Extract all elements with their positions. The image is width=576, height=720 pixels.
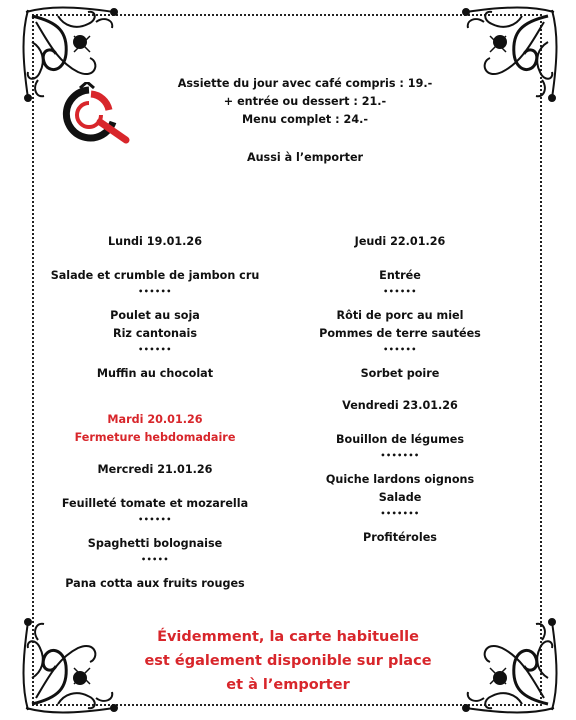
- footer-note: [120, 625, 456, 697]
- corner-ornament-bottom-left: [18, 608, 128, 718]
- separator: •••••: [140, 555, 170, 564]
- day-title-friday: Vendredi 23.01.26: [342, 399, 458, 412]
- takeaway-note: Aussi à l’emporter: [246, 151, 364, 164]
- separator: ••••••: [138, 515, 172, 524]
- price-line-menu: Menu complet : 24.-: [241, 113, 369, 126]
- footer-line-2: est également disponible sur place: [144, 653, 432, 669]
- day-title-thursday: Jeudi 22.01.26: [354, 235, 446, 248]
- corner-ornament-top-right: [452, 2, 562, 112]
- dish-thursday-dessert: Sorbet poire: [360, 367, 440, 380]
- day-title-tuesday: Mardi 20.01.26: [107, 413, 203, 426]
- separator: ••••••: [138, 345, 172, 354]
- menu-column-right: [300, 233, 500, 547]
- price-line-extra: + entrée ou dessert : 21.-: [223, 95, 387, 108]
- corner-ornament-bottom-right: [452, 608, 562, 718]
- separator: ••••••: [138, 287, 172, 296]
- dish-friday-main-2: Salade: [378, 491, 422, 504]
- dish-monday-starter: Salade et crumble de jambon cru: [50, 269, 260, 282]
- day-title-monday: Lundi 19.01.26: [107, 235, 202, 248]
- dish-wednesday-starter: Feuilleté tomate et mozarella: [61, 497, 249, 510]
- footer-line-1: Évidemment, la carte habituelle: [157, 629, 419, 645]
- footer-line-3: et à l’emporter: [226, 677, 350, 693]
- separator: •••••••: [380, 509, 420, 518]
- separator: •••••••: [380, 451, 420, 460]
- dish-monday-main-1: Poulet au soja: [110, 309, 200, 322]
- closure-note: Fermeture hebdomadaire: [74, 431, 236, 444]
- day-title-wednesday: Mercredi 21.01.26: [97, 463, 213, 476]
- separator: ••••••: [383, 345, 417, 354]
- price-header: [160, 75, 450, 167]
- dish-thursday-main-1: Rôti de porc au miel: [336, 309, 464, 322]
- menu-column-left: [38, 233, 272, 593]
- separator: ••••••: [383, 287, 417, 296]
- dish-wednesday-main: Spaghetti bolognaise: [87, 537, 223, 550]
- dish-friday-starter: Bouillon de légumes: [335, 433, 465, 446]
- price-line-plate: Assiette du jour avec café compris : 19.-: [177, 77, 433, 90]
- dish-monday-main-2: Riz cantonais: [112, 327, 198, 340]
- dish-friday-dessert: Profitéroles: [363, 531, 437, 544]
- restaurant-logo: [56, 82, 134, 148]
- dish-wednesday-dessert: Pana cotta aux fruits rouges: [65, 577, 245, 590]
- dish-monday-dessert: Muffin au chocolat: [96, 367, 214, 380]
- dish-thursday-starter: Entrée: [379, 269, 421, 282]
- dish-thursday-main-2: Pommes de terre sautées: [319, 327, 481, 340]
- dish-friday-main-1: Quiche lardons oignons: [325, 473, 475, 486]
